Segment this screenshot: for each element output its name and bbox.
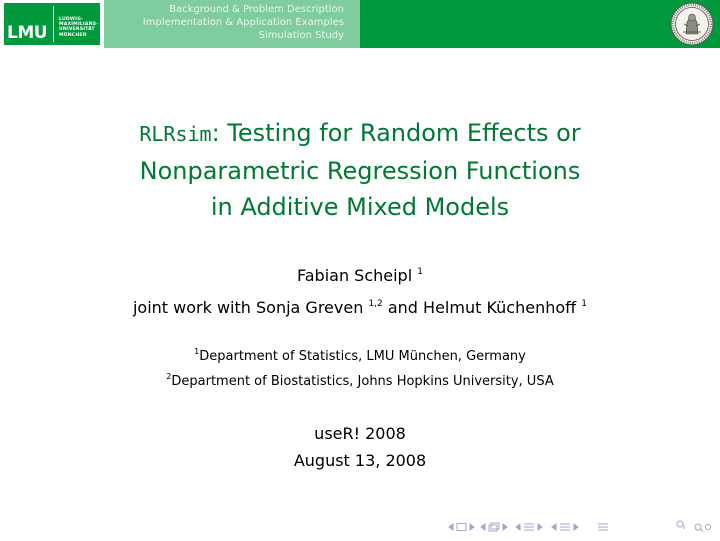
- nav-section-simulation[interactable]: Simulation Study: [258, 30, 344, 41]
- affiliation-mark: 1: [194, 347, 200, 356]
- affiliation-2: [0, 374, 720, 389]
- lmu-logo-subtitle-line: UNIVERSITÄT: [59, 27, 95, 33]
- next-subsection-icon[interactable]: [538, 524, 542, 530]
- frame-icon: [489, 523, 499, 531]
- slide-title-line-2: Nonparametric Regression Functions: [139, 157, 581, 185]
- coauthor-text-a: joint work with Sonja Greven: [132, 298, 364, 317]
- coauthor-affiliation-mark-a: 1,2: [368, 299, 383, 309]
- section-navigation: [104, 0, 360, 48]
- package-name: RLRsim: [139, 122, 212, 146]
- subsection-icon: [524, 524, 534, 530]
- lmu-logo-subtitle-line: MÜNCHEN: [59, 32, 87, 38]
- presenter-affiliation-mark: 1: [417, 267, 423, 277]
- presenter-line: [0, 266, 720, 285]
- lmu-logo-text: LMU: [7, 23, 48, 43]
- next-frame-icon[interactable]: [503, 524, 507, 530]
- affiliation-text: Department of Statistics, LMU München, Germany: [199, 349, 526, 364]
- lmu-logo-divider: [53, 6, 54, 42]
- beamer-navigation-bar: [448, 520, 716, 534]
- nav-section-background[interactable]: Background & Problem Description: [169, 4, 344, 15]
- prev-subsection-icon[interactable]: [516, 524, 520, 530]
- prev-section-icon[interactable]: [552, 524, 556, 530]
- affiliation-mark: 2: [166, 372, 172, 381]
- prev-slide-icon[interactable]: [449, 524, 453, 530]
- slide-title-line-3: in Additive Mixed Models: [210, 193, 510, 221]
- document-icon[interactable]: [598, 524, 608, 530]
- lmu-logo-subtitle-line: LUDWIG-: [59, 17, 84, 22]
- slide-title-line-1: [0, 114, 720, 153]
- affiliation-text: Department of Biostatistics, Johns Hopkins University, USA: [171, 374, 554, 389]
- lmu-logo: [0, 0, 104, 48]
- presentation-date: August 13, 2008: [293, 451, 427, 470]
- event-name: useR! 2008: [314, 424, 406, 443]
- coauthors-line: [0, 298, 720, 317]
- back-forward-icon[interactable]: [677, 521, 684, 529]
- next-section-icon[interactable]: [574, 524, 578, 530]
- presenter-name: Fabian Scheipl: [297, 266, 413, 285]
- lmu-logo-subtitle-line: MAXIMILIANS-: [59, 22, 99, 28]
- coauthor-text-b: and Helmut Küchenhoff: [387, 298, 577, 317]
- slide-icon: [457, 524, 466, 531]
- affiliation-1: [0, 349, 720, 364]
- coauthor-affiliation-mark-b: 1: [581, 299, 587, 309]
- lmu-logo-subtitle: [59, 17, 98, 38]
- section-icon: [560, 524, 570, 530]
- university-seal-icon: [670, 2, 714, 46]
- next-slide-icon[interactable]: [470, 524, 474, 530]
- slide-title-text: : Testing for Random Effects or: [211, 119, 581, 147]
- header-bar: [0, 0, 720, 48]
- search-icon[interactable]: [695, 524, 711, 532]
- prev-frame-icon[interactable]: [481, 524, 485, 530]
- nav-section-implementation[interactable]: Implementation & Application Examples: [142, 17, 344, 28]
